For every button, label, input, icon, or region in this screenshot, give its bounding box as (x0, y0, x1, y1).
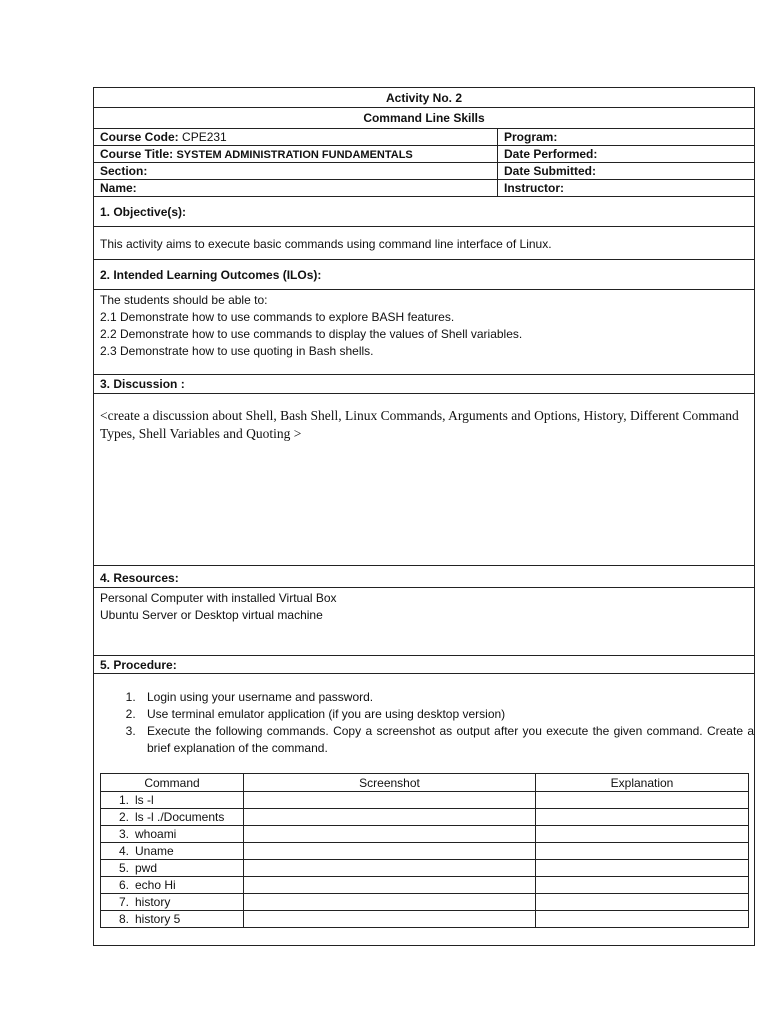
table-row (101, 809, 749, 826)
discussion-body (93, 394, 755, 566)
course-code-label: Course Code: (100, 130, 179, 144)
command-table-header (101, 774, 749, 792)
procedure-body (93, 674, 755, 946)
info-row-section (93, 163, 755, 180)
row-number: 5. (118, 861, 129, 875)
row-command: history (135, 895, 171, 909)
screenshot-cell[interactable] (244, 877, 536, 894)
row-number: 4. (118, 844, 129, 858)
info-row-name (93, 180, 755, 197)
info-row-course-title (93, 146, 755, 163)
objectives-text: This activity aims to execute basic commands using command line interface of Linux. (93, 227, 755, 260)
command-table (100, 773, 749, 928)
explanation-cell[interactable] (536, 843, 749, 860)
col-screenshot: Screenshot (244, 774, 536, 792)
ilos-body (93, 290, 755, 375)
ilos-heading: 2. Intended Learning Outcomes (ILOs): (93, 260, 755, 290)
row-command: echo Hi (135, 878, 176, 892)
row-command: pwd (135, 861, 158, 875)
table-row (101, 911, 749, 928)
table-row (101, 826, 749, 843)
date-submitted-label: Date Submitted: (504, 164, 597, 178)
screenshot-cell[interactable] (244, 792, 536, 809)
col-explanation: Explanation (536, 774, 749, 792)
program-label: Program: (504, 130, 558, 144)
objectives-heading: 1. Objective(s): (93, 197, 755, 227)
screenshot-cell[interactable] (244, 911, 536, 928)
name-label: Name: (100, 181, 137, 195)
explanation-cell[interactable] (536, 877, 749, 894)
row-command: Uname (135, 844, 174, 858)
row-command: ls -l (135, 793, 154, 807)
table-row (101, 877, 749, 894)
ilo-item: 2.3 Demonstrate how to use quoting in Bash shells. (100, 344, 374, 358)
procedure-step: 3. Execute the following commands. Copy a screenshot as output after you execute the given command. Create a brief explanation of the command. (139, 723, 754, 757)
row-number: 8. (118, 912, 129, 926)
row-command: ls -l ./Documents (135, 810, 225, 824)
discussion-heading: 3. Discussion : (93, 375, 755, 394)
activity-sheet (93, 87, 755, 946)
resource-item: Personal Computer with installed Virtual Box (100, 591, 337, 605)
explanation-cell[interactable] (536, 826, 749, 843)
screenshot-cell[interactable] (244, 860, 536, 877)
row-number: 3. (118, 827, 129, 841)
ilos-intro: The students should be able to: (100, 293, 268, 307)
explanation-cell[interactable] (536, 792, 749, 809)
table-row (101, 792, 749, 809)
row-command: history 5 (135, 912, 181, 926)
explanation-cell[interactable] (536, 809, 749, 826)
row-number: 7. (118, 895, 129, 909)
resources-heading: 4. Resources: (93, 566, 755, 588)
procedure-step: 2. Use terminal emulator application (if you are using desktop version) (139, 706, 754, 723)
ilo-item: 2.2 Demonstrate how to use commands to display the values of Shell variables. (100, 327, 523, 341)
explanation-cell[interactable] (536, 894, 749, 911)
explanation-cell[interactable] (536, 911, 749, 928)
row-number: 6. (118, 878, 129, 892)
section-label: Section: (100, 164, 148, 178)
screenshot-cell[interactable] (244, 894, 536, 911)
activity-title: Activity No. 2 (93, 87, 755, 108)
row-number: 2. (118, 810, 129, 824)
explanation-cell[interactable] (536, 860, 749, 877)
course-title-label: Course Title: (100, 147, 174, 161)
procedure-heading: 5. Procedure: (93, 656, 755, 674)
table-row (101, 843, 749, 860)
row-command: whoami (135, 827, 177, 841)
resource-item: Ubuntu Server or Desktop virtual machine (100, 608, 323, 622)
row-number: 1. (118, 793, 129, 807)
activity-subtitle: Command Line Skills (93, 108, 755, 129)
course-title-value: SYSTEM ADMINISTRATION FUNDAMENTALS (176, 149, 413, 161)
date-performed-label: Date Performed: (504, 147, 598, 161)
instructor-label: Instructor: (504, 181, 564, 195)
procedure-step: 1. Login using your username and password. (139, 689, 754, 706)
table-row (101, 894, 749, 911)
procedure-steps (94, 689, 754, 757)
screenshot-cell[interactable] (244, 826, 536, 843)
info-row-course-code (93, 129, 755, 146)
ilo-item: 2.1 Demonstrate how to use commands to explore BASH features. (100, 310, 455, 324)
screenshot-cell[interactable] (244, 809, 536, 826)
course-code-value: CPE231 (182, 130, 227, 144)
col-command: Command (101, 774, 244, 792)
screenshot-cell[interactable] (244, 843, 536, 860)
table-row (101, 860, 749, 877)
resources-body (93, 588, 755, 656)
discussion-text: <create a discussion about Shell, Bash Shell, Linux Commands, Arguments and Options, History, Different Command Types, Shell Variables and Quoting > (100, 408, 739, 441)
